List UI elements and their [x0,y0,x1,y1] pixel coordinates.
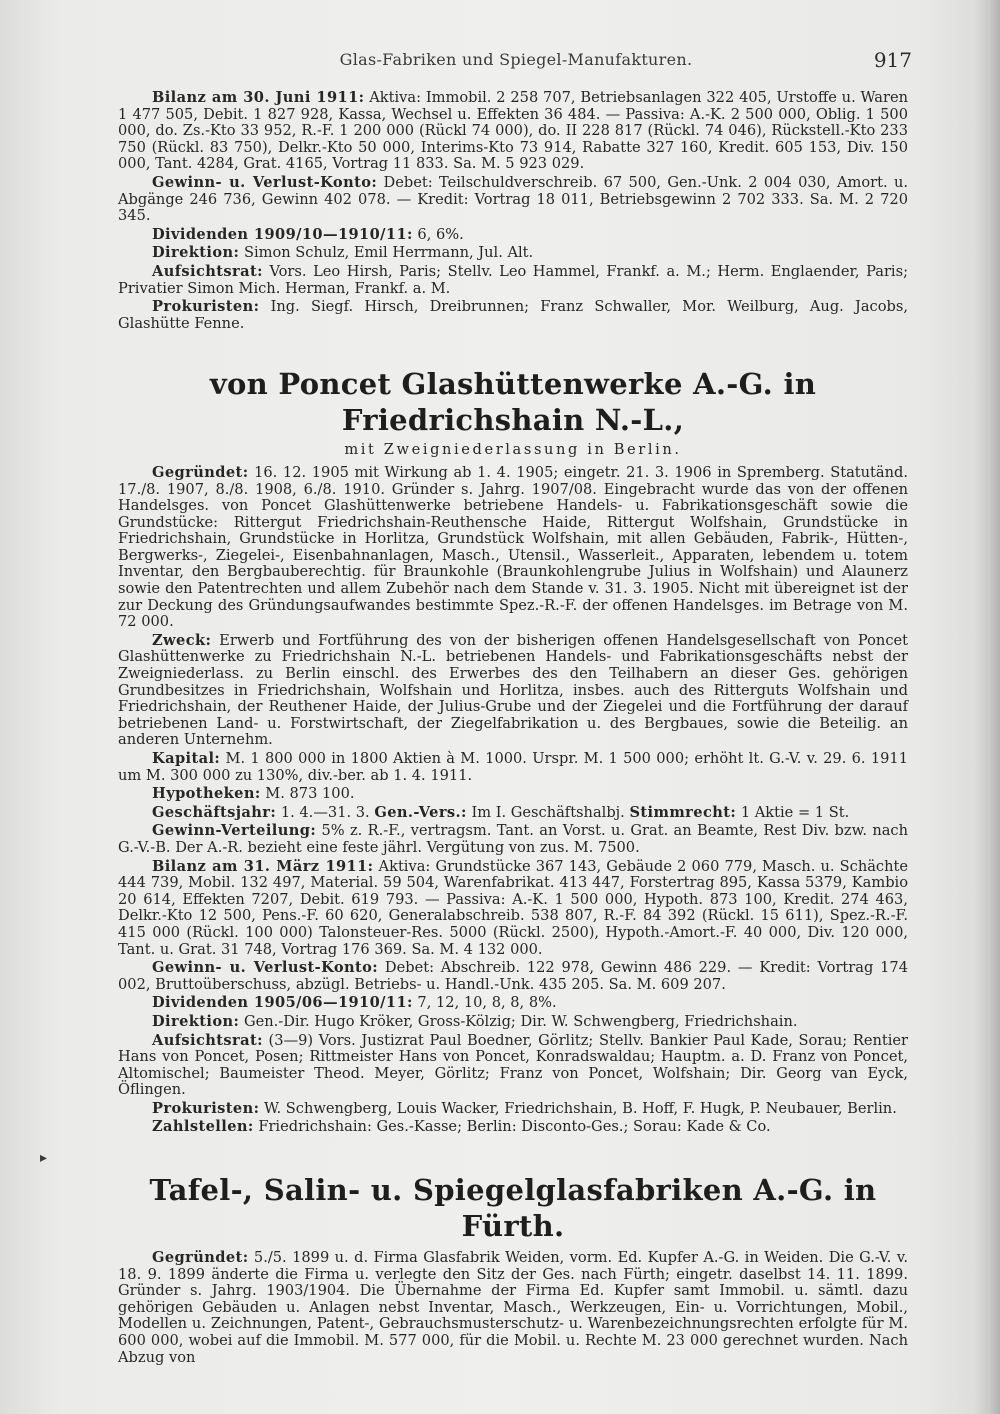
supervisory-board [118,264,908,297]
para-label: Hypotheken: [152,785,261,803]
authorized-signatories [118,1101,908,1118]
mortgages [118,786,908,803]
management [118,245,908,262]
founded [118,465,908,631]
management [118,1014,908,1031]
company-title-poncet: von Poncet Glashüttenwerke A.-G. in Friedrichshain N.-L., [209,367,817,438]
company-subtitle-poncet: mit Zweigniederlassung in Berlin. [344,441,682,459]
para-label: Bilanz am 31. März 1911: [152,857,374,875]
para-text: W. Schwengberg, Louis Wacker, Friedrichshain, B. Hoff, F. Hugk, P. Neubauer, Berlin. [259,1099,897,1117]
profit-loss-account [118,960,908,993]
margin-arrow-icon: ▸ [40,1150,48,1166]
para-text: Friedrichshain: Ges.-Kasse; Berlin: Disconto-Ges.; Sorau: Kade & Co. [253,1118,771,1136]
para-text: 6, 6%. [412,225,464,243]
para-text: 1. 4.—31. 3. [276,803,375,821]
dividends [118,227,908,244]
binding-shadow [974,0,1000,1414]
para-text: Simon Schulz, Emil Herrmann, Jul. Alt. [239,244,534,262]
profit-loss-account [118,175,908,225]
fiscal-year-line [118,805,908,822]
balance-sheet-1911 [118,859,908,959]
para-label: Gegründet: [152,463,249,481]
para-label: Gewinn- u. Verlust-Konto: [152,959,379,977]
para-text: Aktiva: Grundstücke 367 143, Gebäude 2 060 779, Masch. u. Schächte 444 739, Mobil. 132 497, Material. 59 504, Warenfabrikat. 413 447, Forstertrag 895, Kassa 5379, Kambio 20 614, Effekten 7207, Debit. 619 793. — Passiva: A.-K. 1 500 000, Hypoth. 873 100, Kredit. 274 463, Delkr.-Kto 12 500, Pens.-F. 60 620, Generalabschreib. 538 807, R.-F. 84 392 (Rückl. 15 611), Spez.-R.-F. 415 000 (Rückl. 100 000) Talonsteuer-Res. 5000 (Rückl. 2500), Hypoth.-Amort.-F. 40 000, Div. 120 000, Tant. u. Grat. 31 748, Vortrag 176 369. Sa. M. 4 132 000. [118,857,908,958]
para-text: Gen.-Dir. Hugo Kröker, Gross-Kölzig; Dir. W. Schwengberg, Friedrichshain. [239,1012,798,1030]
purpose [118,633,908,749]
para-label: Bilanz am 30. Juni 1911: [152,89,365,106]
para-label: Kapital: [152,750,221,767]
para-text: Debet: Abschreib. 122 978, Gewinn 486 229. — Kredit: Vortrag 174 002, Bruttoüberschuss, abzügl. Betriebs- u. Handl.-Unk. 435 205. Sa. M. 609 207. [118,959,908,993]
company-title-fuerth: Tafel-, Salin- u. Spiegelglasfabriken A.-G. in Fürth. [149,1173,877,1244]
para-text: 1 Aktie = 1 St. [736,803,850,821]
para-text: M. 1 800 000 in 1800 Aktien à M. 1000. Urspr. M. 1 500 000; erhöht lt. G.-V. v. 29. 6. 1911 um M. 300 000 zu 130%, div.-ber. ab 1. 4. 1911. [118,750,908,784]
balance-sheet-1911 [118,90,908,173]
para-text: 16. 12. 1905 mit Wirkung ab 1. 4. 1905; eingetr. 21. 3. 1906 in Spremberg. Statutänd. 17./8. 1907, 8./8. 1908, 6./8. 1910. Gründer s. Jahrg. 1907/08. Eingebracht wurde das von der offenen Handelsges. von Poncet Glashüttenwerke betriebene Handels- u. Fabrikationsgeschäft sowie die Grundstücke: Rittergut Friedrichshain-Reuthensche Haide, Rittergut Wolfshain, Grundstücke in Friedrichshain, Grundstücke in Horlitza, Grundstück Wolfshain, mit allen Gebäuden, Fabrik-, Hütten-, Bergwerks-, Ziegelei-, Eisenbahnanlagen, Masch., Utensil., Wasserleit., Apparaten, lebendem u. totem Inventar, den Bergbauberechtig. für Braunkohle (Braunkohlengrube Julius in Wolfshain) und Alaunerz sowie den Patentrechten und allem Zubehör nach dem Stande v. 31. 3. 1905. Nicht mit übereignet ist der zur Deckung des Gründungsaufwandes bestimmte Spez.-R.-F. der offenen Handelsges. im Betrage von M. 72 000. [118,463,908,631]
para-label: Zahlstellen: [152,1118,254,1136]
page-number: 917 [873,48,912,72]
para-text: 7, 12, 10, 8, 8, 8%. [412,994,557,1012]
para-text: Debet: Teilschuldverschreib. 67 500, Gen.-Unk. 2 004 030, Amort. u. Abgänge 246 736, Gewinn 402 078. — Kredit: Vortrag 18 011, Betriebsgewinn 2 702 333. Sa. M. 2 720 345. [118,173,908,225]
para-text: M. 873 100. [260,785,355,803]
para-label: Aufsichtsrat: [152,262,263,280]
para-label: Zweck: [152,631,212,649]
para-text: 5./5. 1899 u. d. Firma Glasfabrik Weiden, vorm. Ed. Kupfer A.-G. in Weiden. Die G.-V. v. 18. 9. 1899 änderte die Firma u. verlegte den Sitz der Ges. nach Fürth; eingetr. daselbst 14. 11. 1899. Gründer s. Jahrg. 1903/1904. Die Übernahme der Firma Ed. Kupfer samt Immobil. u. sämtl. dazu gehörigen Gebäuden u. Anlagen nebst Inventar, Masch., Werkzeugen, Ein- u. Vorrichtungen, Mobil., Modellen u. Zeichnungen, Patent-, Gebrauchsmusterschutz- u. Warenbezeichnungsrechten erfolgte für M. 600 000, wobei auf die Immobil. M. 577 000, für die Mobil. u. Rechte M. 23 000 gerechnet wurden. Nach Abzug von [118,1249,908,1366]
profit-distribution [118,823,908,856]
para-text: (3—9) Vors. Justizrat Paul Boedner, Görlitz; Stellv. Bankier Paul Kade, Sorau; Rentier Hans von Poncet, Posen; Rittmeister Hans von Poncet, Konradswaldau; Hauptm. a. D. Franz von Poncet, Altomischel; Baumeister Theod. Meyer, Görlitz; Franz von Poncet, Wolfshain; Dir. Georg van Eyck, Öflingen. [118,1031,908,1099]
para-text: 5% z. R.-F., vertragsm. Tant. an Vorst. u. Grat. an Beamte, Rest Div. bzw. nach G.-V.-B. Der A.-R. bezieht eine feste jährl. Vergütung von zus. M. 7500. [118,822,908,856]
para-text: Ing. Siegf. Hirsch, Dreibrunnen; Franz Schwaller, Mor. Weilburg, Aug. Jacobs, Glashütte Fenne. [118,298,908,332]
running-title: Glas-Fabriken und Spiegel-Manufakturen. [339,50,693,69]
capital [118,751,908,784]
founded [118,1250,908,1366]
para-label: Gewinn-Verteilung: [152,822,317,840]
para-label: Dividenden 1905/06—1910/11: [152,994,413,1012]
para-label: Aufsichtsrat: [152,1031,263,1049]
para-label: Geschäftsjahr: [152,803,277,821]
para-label: Gegründet: [152,1249,249,1267]
para-label: Prokuristen: [152,298,260,316]
para-label: Dividenden 1909/10—1910/11: [152,225,413,243]
para-text: Im I. Geschäftshalbj. [466,803,630,821]
para-label: Stimmrecht: [629,803,737,821]
para-text: Vors. Leo Hirsh, Paris; Stellv. Leo Hammel, Frankf. a. M.; Herm. Englaender, Paris; Privatier Simon Mich. Herman, Frankf. a. M. [118,262,908,297]
page-content [118,90,908,1368]
para-text: Aktiva: Immobil. 2 258 707, Betriebsanlagen 322 405, Urstoffe u. Waren 1 477 505, Debit. 1 827 928, Kassa, Wechsel u. Effekten 36 484. — Passiva: A.-K. 2 500 000, Oblig. 1 500 000, do. Zs.-Kto 33 952, R.-F. 1 200 000 (Rückl 74 000), do. II 228 817 (Rückl. 74 046), Rückstell.-Kto 233 750 (Rückl. 83 750), Delkr.-Kto 50 000, Interims-Kto 73 914, Rabatte 327 160, Kredit. 605 153, Div. 150 000, Tant. 4284, Grat. 4165, Vortrag 11 833. Sa. M. 5 923 029. [118,89,908,173]
para-label: Gewinn- u. Verlust-Konto: [152,173,378,191]
supervisory-board [118,1033,908,1099]
para-text: Erwerb und Fortführung des von der bisherigen offenen Handelsgesellschaft von Poncet Glashüttenwerke zu Friedrichshain N.-L. betriebenen Handels- und Fabrikationsgeschäfts nebst der Zweigniederlass. zu Berlin einschl. des Erwerbes des den Teilhabern an dieser Ges. gehörigen Grundbesitzes in Friedrichshain, Wolfshain und Horlitza, insbes. auch des Ritterguts Wolfshain und Friedrichshain, der Reuthener Haide, der Julius-Grube und der Ziegelei und die Fortführung der darauf betriebenen Land- u. Forstwirtschaft, der Ziegelfabrikation u. des Bergbaues, sowie die Beteilig. an anderen Unternehm. [118,631,908,749]
para-label: Direktion: [152,244,240,262]
para-label: Direktion: [152,1012,240,1030]
authorized-signatories [118,299,908,332]
para-label: Prokuristen: [152,1099,260,1117]
para-label: Gen.-Vers.: [374,803,467,821]
page-header [120,44,912,78]
dividends [118,995,908,1012]
paying-agents [118,1119,908,1136]
